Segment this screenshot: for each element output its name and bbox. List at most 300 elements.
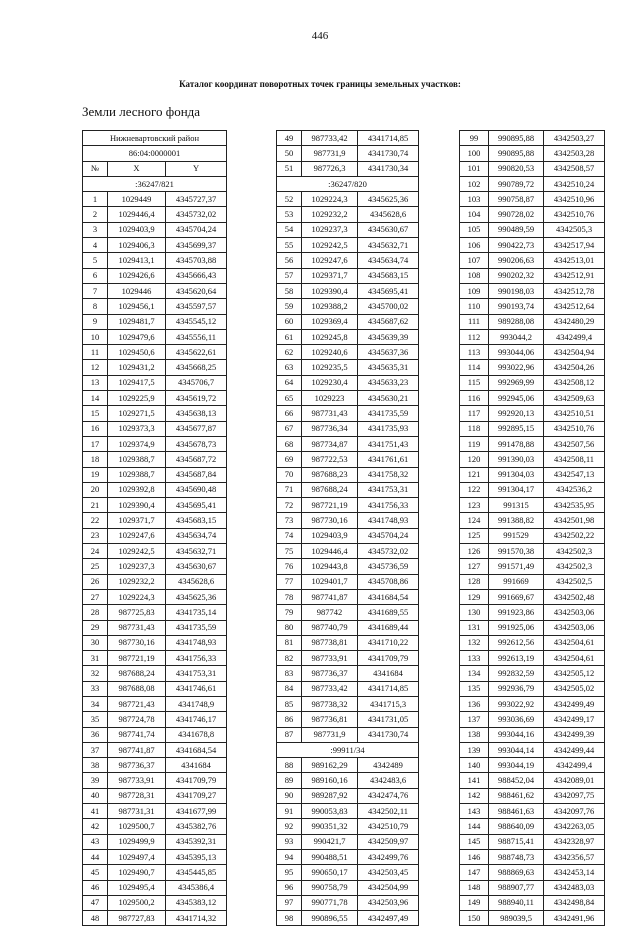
coordinate-row [83, 727, 227, 742]
point-number: 93 [277, 834, 302, 849]
y-coordinate: 4345622,61 [166, 345, 227, 360]
point-number: 70 [277, 467, 302, 482]
point-number: 22 [83, 513, 108, 528]
y-coordinate: 4345628,6 [166, 574, 227, 589]
y-coordinate: 4341731,05 [358, 712, 419, 727]
x-coordinate: 1029237,3 [302, 222, 358, 237]
x-coordinate: 990650,17 [302, 865, 358, 880]
x-coordinate: 992920,13 [489, 406, 544, 421]
point-number: 27 [83, 589, 108, 604]
y-coordinate: 4342491,96 [544, 911, 605, 926]
point-number: 149 [460, 895, 489, 910]
x-coordinate: 987728,31 [108, 788, 166, 803]
y-coordinate: 4345386,4 [166, 880, 227, 895]
y-coordinate: 4341735,59 [358, 406, 419, 421]
x-coordinate: 992895,15 [489, 421, 544, 436]
y-coordinate: 4342089,01 [544, 773, 605, 788]
x-coordinate: 988748,73 [489, 849, 544, 864]
coordinate-row [277, 268, 419, 283]
coordinate-row [460, 758, 605, 773]
x-coordinate: 987738,81 [302, 635, 358, 650]
point-number: 78 [277, 589, 302, 604]
coordinate-row [460, 834, 605, 849]
coordinate-row [277, 467, 419, 482]
x-coordinate: 991669 [489, 574, 544, 589]
point-number: 119 [460, 436, 489, 451]
coordinate-row [83, 804, 227, 819]
x-coordinate: 1029224,3 [108, 589, 166, 604]
y-coordinate: 4341751,43 [358, 436, 419, 451]
point-number: 72 [277, 498, 302, 513]
coordinate-row [83, 865, 227, 880]
y-coordinate: 4342503,27 [544, 131, 605, 146]
y-coordinate: 4345619,72 [166, 391, 227, 406]
x-coordinate: 1029242,5 [108, 544, 166, 559]
point-number: 47 [83, 895, 108, 910]
coordinate-row [277, 146, 419, 161]
coordinate-row [460, 283, 605, 298]
coordinate-row [277, 207, 419, 222]
x-coordinate: 1029390,4 [108, 498, 166, 513]
y-coordinate: 4341753,31 [358, 482, 419, 497]
point-number: 3 [83, 222, 108, 237]
point-number: 17 [83, 436, 108, 451]
x-coordinate: 990771,78 [302, 895, 358, 910]
point-number: 120 [460, 452, 489, 467]
y-coordinate: 4345704,24 [358, 528, 419, 543]
header-x: X [108, 161, 166, 176]
x-coordinate: 1029371,7 [108, 513, 166, 528]
coordinate-row [83, 528, 227, 543]
y-coordinate: 4345704,24 [166, 222, 227, 237]
y-coordinate: 4342499,4 [544, 329, 605, 344]
point-number: 124 [460, 513, 489, 528]
y-coordinate: 4345732,02 [166, 207, 227, 222]
x-coordinate: 987736,34 [302, 421, 358, 436]
coordinate-row [277, 406, 419, 421]
coordinate-row [460, 605, 605, 620]
coordinate-row [460, 804, 605, 819]
coordinate-row [83, 788, 227, 803]
point-number: 71 [277, 482, 302, 497]
coordinate-row [277, 681, 419, 696]
coordinate-row [83, 253, 227, 268]
y-coordinate: 4342502,5 [544, 574, 605, 589]
x-coordinate: 1029500,7 [108, 819, 166, 834]
coordinate-row [460, 666, 605, 681]
coordinate-row [277, 436, 419, 451]
point-number: 65 [277, 391, 302, 406]
point-number: 24 [83, 544, 108, 559]
x-coordinate: 993044,19 [489, 758, 544, 773]
point-number: 46 [83, 880, 108, 895]
coordinate-row [83, 620, 227, 635]
y-coordinate: 4345382,76 [166, 819, 227, 834]
coordinates-table-column-1 [82, 130, 227, 926]
x-coordinate: 987736,81 [302, 712, 358, 727]
x-coordinate: 1029223 [302, 391, 358, 406]
y-coordinate: 4342497,49 [358, 911, 419, 926]
point-number: 9 [83, 314, 108, 329]
point-number: 145 [460, 834, 489, 849]
coordinate-row [83, 742, 227, 757]
point-number: 92 [277, 819, 302, 834]
y-coordinate: 4342502,48 [544, 589, 605, 604]
y-coordinate: 4342508,12 [544, 375, 605, 390]
x-coordinate: 1029374,9 [108, 436, 166, 451]
coordinate-row [277, 819, 419, 834]
point-number: 137 [460, 712, 489, 727]
y-coordinate: 4342503,06 [544, 605, 605, 620]
x-coordinate: 989287,92 [302, 788, 358, 803]
coordinate-row [460, 788, 605, 803]
y-coordinate: 4342535,95 [544, 498, 605, 513]
coordinate-row [277, 452, 419, 467]
point-number: 118 [460, 421, 489, 436]
y-coordinate: 4342505,12 [544, 666, 605, 681]
x-coordinate: 992832,59 [489, 666, 544, 681]
y-coordinate: 4345632,71 [358, 238, 419, 253]
y-coordinate: 4342504,99 [358, 880, 419, 895]
x-coordinate: 987736,37 [302, 666, 358, 681]
y-coordinate: 4342503,45 [358, 865, 419, 880]
x-coordinate: 991529 [489, 528, 544, 543]
x-coordinate: 987726,3 [302, 161, 358, 176]
point-number: 134 [460, 666, 489, 681]
y-coordinate: 4342504,61 [544, 651, 605, 666]
coordinate-row [277, 651, 419, 666]
y-coordinate: 4341709,79 [166, 773, 227, 788]
y-coordinate: 4342547,13 [544, 467, 605, 482]
y-coordinate: 4342499,49 [544, 696, 605, 711]
point-number: 89 [277, 773, 302, 788]
y-coordinate: 4345699,37 [166, 238, 227, 253]
x-coordinate: 1029499,9 [108, 834, 166, 849]
point-number: 80 [277, 620, 302, 635]
point-number: 64 [277, 375, 302, 390]
coordinates-table-column-3 [459, 130, 605, 926]
coordinate-row [83, 222, 227, 237]
x-coordinate: 1029237,3 [108, 559, 166, 574]
x-coordinate: 1029390,4 [302, 283, 358, 298]
coordinate-row [460, 345, 605, 360]
point-number: 139 [460, 742, 489, 757]
y-coordinate: 4342510,76 [544, 421, 605, 436]
y-coordinate: 4342508,57 [544, 161, 605, 176]
coordinate-row [460, 268, 605, 283]
y-coordinate: 4345634,74 [358, 253, 419, 268]
y-coordinate: 4345392,31 [166, 834, 227, 849]
coordinate-row [460, 375, 605, 390]
coordinate-row [460, 467, 605, 482]
y-coordinate: 4345630,67 [166, 559, 227, 574]
point-number: 91 [277, 804, 302, 819]
coordinate-row [460, 299, 605, 314]
coordinate-row [460, 207, 605, 222]
coordinate-row [83, 345, 227, 360]
coordinate-row [83, 574, 227, 589]
y-coordinate: 4345628,6 [358, 207, 419, 222]
x-coordinate: 987722,53 [302, 452, 358, 467]
coordinate-row [83, 360, 227, 375]
x-coordinate: 990758,79 [302, 880, 358, 895]
x-coordinate: 1029224,3 [302, 192, 358, 207]
y-coordinate: 4342483,6 [358, 773, 419, 788]
coordinate-row [460, 727, 605, 742]
plot-group-row [277, 176, 419, 191]
coordinate-row [277, 192, 419, 207]
coordinate-row [460, 146, 605, 161]
point-number: 108 [460, 268, 489, 283]
coordinate-row [460, 742, 605, 757]
x-coordinate: 1029446 [108, 283, 166, 298]
point-number: 147 [460, 865, 489, 880]
coordinate-row [460, 865, 605, 880]
x-coordinate: 987740,79 [302, 620, 358, 635]
point-number: 14 [83, 391, 108, 406]
point-number: 135 [460, 681, 489, 696]
point-number: 28 [83, 605, 108, 620]
x-coordinate: 989288,08 [489, 314, 544, 329]
y-coordinate: 4342505,3 [544, 222, 605, 237]
point-number: 122 [460, 482, 489, 497]
y-coordinate: 4342480,29 [544, 314, 605, 329]
coordinate-row [460, 712, 605, 727]
x-coordinate: 988940,11 [489, 895, 544, 910]
coordinate-row [277, 238, 419, 253]
x-coordinate: 987738,32 [302, 696, 358, 711]
y-coordinate: 4341689,55 [358, 605, 419, 620]
point-number: 95 [277, 865, 302, 880]
x-coordinate: 991390,03 [489, 452, 544, 467]
y-coordinate: 4342499,39 [544, 727, 605, 742]
x-coordinate: 991570,38 [489, 544, 544, 559]
coordinate-row [460, 651, 605, 666]
point-number: 62 [277, 345, 302, 360]
x-coordinate: 990421,7 [302, 834, 358, 849]
coordinate-row [83, 834, 227, 849]
point-number: 90 [277, 788, 302, 803]
x-coordinate: 987688,24 [302, 482, 358, 497]
point-number: 150 [460, 911, 489, 926]
coordinate-row [277, 482, 419, 497]
district-header-row [83, 131, 227, 146]
x-coordinate: 1029479,6 [108, 329, 166, 344]
coordinate-row [460, 544, 605, 559]
x-coordinate: 993022,96 [489, 360, 544, 375]
x-coordinate: 992936,79 [489, 681, 544, 696]
section-title: Земли лесного фонда [82, 104, 201, 119]
point-number: 103 [460, 192, 489, 207]
y-coordinate: 4345666,43 [166, 268, 227, 283]
y-coordinate: 4345625,36 [358, 192, 419, 207]
x-coordinate: 1029446,4 [302, 544, 358, 559]
y-coordinate: 4342509,63 [544, 391, 605, 406]
coordinate-row [460, 528, 605, 543]
point-number: 96 [277, 880, 302, 895]
x-coordinate: 987733,42 [302, 131, 358, 146]
x-coordinate: 989162,29 [302, 758, 358, 773]
x-coordinate: 1029456,1 [108, 299, 166, 314]
coordinate-row [460, 681, 605, 696]
plot-group-row [277, 742, 419, 757]
coordinate-row [277, 696, 419, 711]
coordinate-row [83, 880, 227, 895]
coordinate-row [83, 666, 227, 681]
y-coordinate: 4342508,11 [544, 452, 605, 467]
point-number: 32 [83, 666, 108, 681]
x-coordinate: 991669,67 [489, 589, 544, 604]
y-coordinate: 4341735,59 [166, 620, 227, 635]
y-coordinate: 4342512,64 [544, 299, 605, 314]
coordinate-row [460, 161, 605, 176]
y-coordinate: 4345630,21 [358, 391, 419, 406]
point-number: 52 [277, 192, 302, 207]
coordinate-row [460, 391, 605, 406]
y-coordinate: 4342503,96 [358, 895, 419, 910]
x-coordinate: 993022,92 [489, 696, 544, 711]
coordinate-row [460, 574, 605, 589]
point-number: 129 [460, 589, 489, 604]
coordinate-row [460, 222, 605, 237]
coordinate-row [83, 635, 227, 650]
coordinate-row [277, 391, 419, 406]
y-coordinate: 4345638,13 [166, 406, 227, 421]
coordinate-row [460, 819, 605, 834]
y-coordinate: 4345700,02 [358, 299, 419, 314]
point-number: 114 [460, 360, 489, 375]
y-coordinate: 4345630,67 [358, 222, 419, 237]
point-number: 73 [277, 513, 302, 528]
x-coordinate: 991925,06 [489, 620, 544, 635]
y-coordinate: 4345690,48 [166, 482, 227, 497]
coordinate-row [83, 513, 227, 528]
coordinate-row [277, 880, 419, 895]
point-number: 76 [277, 559, 302, 574]
point-number: 15 [83, 406, 108, 421]
coordinate-row [460, 360, 605, 375]
x-coordinate: 990053,83 [302, 804, 358, 819]
coordinate-row [83, 207, 227, 222]
x-coordinate: 991923,86 [489, 605, 544, 620]
x-coordinate: 990489,59 [489, 222, 544, 237]
y-coordinate: 4341753,31 [166, 666, 227, 681]
x-coordinate: 1029225,9 [108, 391, 166, 406]
coordinate-row [460, 131, 605, 146]
x-coordinate: 992613,19 [489, 651, 544, 666]
y-coordinate: 4342502,11 [358, 804, 419, 819]
point-number: 79 [277, 605, 302, 620]
x-coordinate: 987733,42 [302, 681, 358, 696]
coordinate-row [83, 314, 227, 329]
y-coordinate: 4341684,54 [166, 742, 227, 757]
x-coordinate: 990896,55 [302, 911, 358, 926]
x-coordinate: 988640,09 [489, 819, 544, 834]
point-number: 35 [83, 712, 108, 727]
point-number: 7 [83, 283, 108, 298]
coordinate-row [277, 589, 419, 604]
coordinate-row [83, 589, 227, 604]
coordinate-row [83, 375, 227, 390]
y-coordinate: 4342453,14 [544, 865, 605, 880]
x-coordinate: 987727,83 [108, 911, 166, 926]
y-coordinate: 4342504,26 [544, 360, 605, 375]
header-y: Y [166, 161, 227, 176]
point-number: 126 [460, 544, 489, 559]
x-coordinate: 987721,19 [302, 498, 358, 513]
y-coordinate: 4345635,31 [358, 360, 419, 375]
coordinate-row [277, 849, 419, 864]
x-coordinate: 1029413,1 [108, 253, 166, 268]
point-number: 101 [460, 161, 489, 176]
plot-group-row [83, 176, 227, 191]
x-coordinate: 988461,62 [489, 788, 544, 803]
point-number: 25 [83, 559, 108, 574]
point-number: 8 [83, 299, 108, 314]
x-coordinate: 988461,63 [489, 804, 544, 819]
y-coordinate: 4341730,74 [358, 146, 419, 161]
x-coordinate: 991315 [489, 498, 544, 513]
point-number: 75 [277, 544, 302, 559]
x-coordinate: 991304,17 [489, 482, 544, 497]
point-number: 18 [83, 452, 108, 467]
coordinate-row [460, 421, 605, 436]
x-coordinate: 990895,88 [489, 146, 544, 161]
coordinate-row [277, 911, 419, 926]
point-number: 53 [277, 207, 302, 222]
point-number: 87 [277, 727, 302, 742]
y-coordinate: 4345639,39 [358, 329, 419, 344]
x-coordinate: 987731,31 [108, 804, 166, 819]
y-coordinate: 4342504,61 [544, 635, 605, 650]
y-coordinate: 4341746,17 [166, 712, 227, 727]
y-coordinate: 4342503,28 [544, 146, 605, 161]
y-coordinate: 4341735,93 [358, 421, 419, 436]
x-coordinate: 993044,14 [489, 742, 544, 757]
coordinate-row [277, 834, 419, 849]
y-coordinate: 4342263,05 [544, 819, 605, 834]
y-coordinate: 4345703,88 [166, 253, 227, 268]
x-coordinate: 993036,69 [489, 712, 544, 727]
y-coordinate: 4342512,91 [544, 268, 605, 283]
point-number: 26 [83, 574, 108, 589]
point-number: 141 [460, 773, 489, 788]
point-number: 113 [460, 345, 489, 360]
coordinate-row [83, 651, 227, 666]
x-coordinate: 987730,16 [108, 635, 166, 650]
coordinate-row [83, 498, 227, 513]
y-coordinate: 4342499,44 [544, 742, 605, 757]
coordinate-row [277, 131, 419, 146]
x-coordinate: 987731,9 [302, 727, 358, 742]
x-coordinate: 993044,2 [489, 329, 544, 344]
coordinate-row [83, 192, 227, 207]
x-coordinate: 990789,72 [489, 176, 544, 191]
y-coordinate: 4345687,62 [358, 314, 419, 329]
x-coordinate: 987731,43 [302, 406, 358, 421]
x-coordinate: 1029247,6 [302, 253, 358, 268]
point-number: 49 [277, 131, 302, 146]
coordinate-row [277, 865, 419, 880]
x-coordinate: 987721,43 [108, 696, 166, 711]
plot-number: :36247/820 [277, 176, 419, 191]
y-coordinate: 4341748,9 [166, 696, 227, 711]
x-coordinate: 1029232,2 [108, 574, 166, 589]
y-coordinate: 4341730,74 [358, 727, 419, 742]
point-number: 54 [277, 222, 302, 237]
point-number: 51 [277, 161, 302, 176]
coordinate-row [83, 452, 227, 467]
